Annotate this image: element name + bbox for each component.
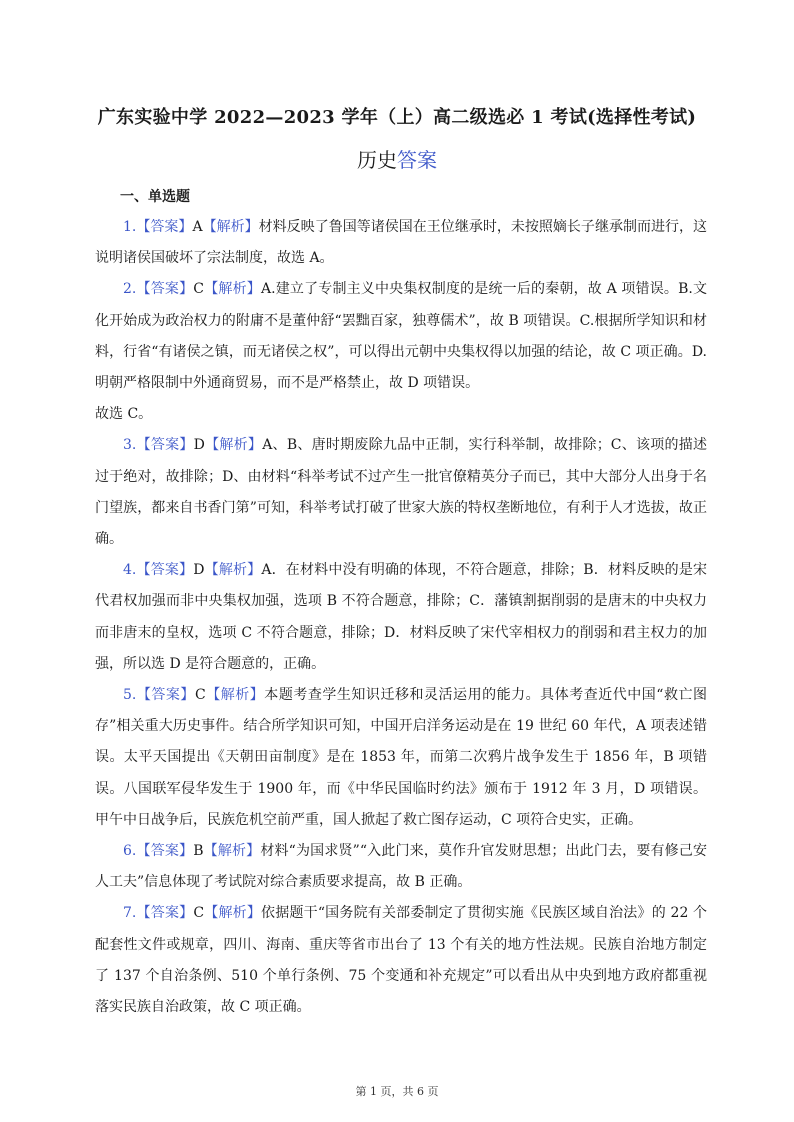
answer-tag: 【答案】 [136,687,195,704]
analysis-tag: 【解析】 [203,843,261,860]
document-title: 广东实验中学 2022—2023 学年（上）高二级选必 1 考试(选择性考试) [97,107,697,128]
question-number: 5. [123,687,137,704]
page-footer: 第 1 页，共 6 页 [355,1085,439,1098]
answer-item-1 [95,212,707,274]
answer-item-4 [95,555,707,680]
answer-tag: 【答案】 [136,219,193,235]
section-heading: 一、单选题 [120,189,190,205]
analysis-tag: 【解析】 [204,281,261,298]
answer-item-2-conclusion: 故选 C。 [95,406,153,423]
analysis-tag: 【解析】 [205,687,265,704]
analysis-text: 材料反映了鲁国等诸侯国在王位继承时，未按照嫡长子继承制而进行，这说明诸侯国破坏了宗法制度，故选 A。 [95,219,708,267]
answer-item-7 [95,898,707,1023]
subtitle-answer-link[interactable]: 答案 [397,148,437,172]
subtitle-subject: 历史 [357,148,397,172]
analysis-text: A.建立了专制主义中央集权制度的是统一后的秦朝，故 A 项错误。B.文化开始成为政治权力的附庸不是董仲舒“罢黜百家，独尊儒术”，故 B 项错误。C.根据所学知识和材料，行省“有诸侯之镇，而无诸侯之权”，可以得出元朝中央集权得以加强的结论，故 C 项正确。D.明朝严格限制中外通商贸易，而不是严格禁止，故 D 项错误。 [95,281,708,392]
analysis-text: 本题考查学生知识迁移和灵活运用的能力。具体考查近代中国“救亡图存”相关重大历史事件。结合所学知识可知，中国开启洋务运动是在 19 世纪 60 年代，A 项表述错误。太平天国提出《天朝田亩制度》是在 1853 年，而第二次鸦片战争发生于 1856 年，B 项错误。八国联军侵华发生于 1900 年，而《中华民国临时约法》颁布于 1912 年 3 月，D 项错误。甲午中日战争后，民族危机空前严重，国人掀起了救亡图存运动，C 项符合史实，正确。 [95,687,708,828]
analysis-tag: 【解析】 [204,562,262,579]
analysis-tag: 【解析】 [204,437,263,454]
answer-tag: 【答案】 [136,843,194,860]
analysis-tag: 【解析】 [202,219,259,235]
analysis-text: 依据题干“国务院有关部委制定了贯彻实施《民族区域自治法》的 22 个配套性文件或规章，四川、海南、重庆等省市出台了 13 个有关的地方性法规。民族自治地方制定了 137 个自治条例、510 个单行条例、75 个变通和补充规定”可以看出从中央到地方政府都重视落实民族自治政策，故 C 项正确。 [95,905,708,1016]
question-number: 6. [123,843,137,860]
question-number: 2. [123,281,137,298]
answers-list [95,212,707,1023]
question-number: 1. [123,219,137,235]
answer-item-5 [95,680,707,836]
answer-choice: C [194,687,206,704]
answer-tag: 【答案】 [136,281,194,298]
analysis-text: A、B、唐时期废除九品中正制，实行科举制，故排除；C、该项的描述过于绝对，故排除；D、由材料“科举考试不过产生一批官僚精英分子而已，其中大部分人出身于名门望族，都来自书香门第”可知，科举考试打破了世家大族的特权垄断地位，有利于人才选拔，故正确。 [95,437,708,548]
question-number: 7. [123,905,137,922]
analysis-tag: 【解析】 [204,905,262,922]
answer-choice: C [193,905,205,922]
question-number: 3. [123,437,137,454]
analysis-text: A．在材料中没有明确的体现，不符合题意，排除；B．材料反映的是宋代君权加强而非中央集权加强，选项 B 不符合题意，排除；C．藩镇割据削弱的是唐末的中央权力而非唐末的皇权，选项 C 不符合题意，排除；D．材料反映了宋代宰相权力的削弱和君主权力的加强，所以选 D 是符合题意的，正确。 [95,562,707,672]
answer-choice: D [193,562,205,579]
answer-choice: A [192,219,203,235]
document-subtitle [0,144,794,173]
answer-choice: C [193,281,205,298]
question-number: 4. [123,562,137,579]
analysis-text: 材料“为国求贤”“入此门来，莫作升官发财思想；出此门去，要有修己安人工夫”信息体现了考试院对综合素质要求提高，故 B 正确。 [95,843,707,891]
answer-tag: 【答案】 [136,437,194,454]
answer-item-6 [95,836,707,898]
answer-item-2 [95,274,707,399]
answer-choice: B [193,843,204,860]
answer-item-3 [95,430,707,555]
answer-tag: 【答案】 [136,562,194,579]
answer-choice: D [193,437,205,454]
answer-tag: 【答案】 [136,905,194,922]
